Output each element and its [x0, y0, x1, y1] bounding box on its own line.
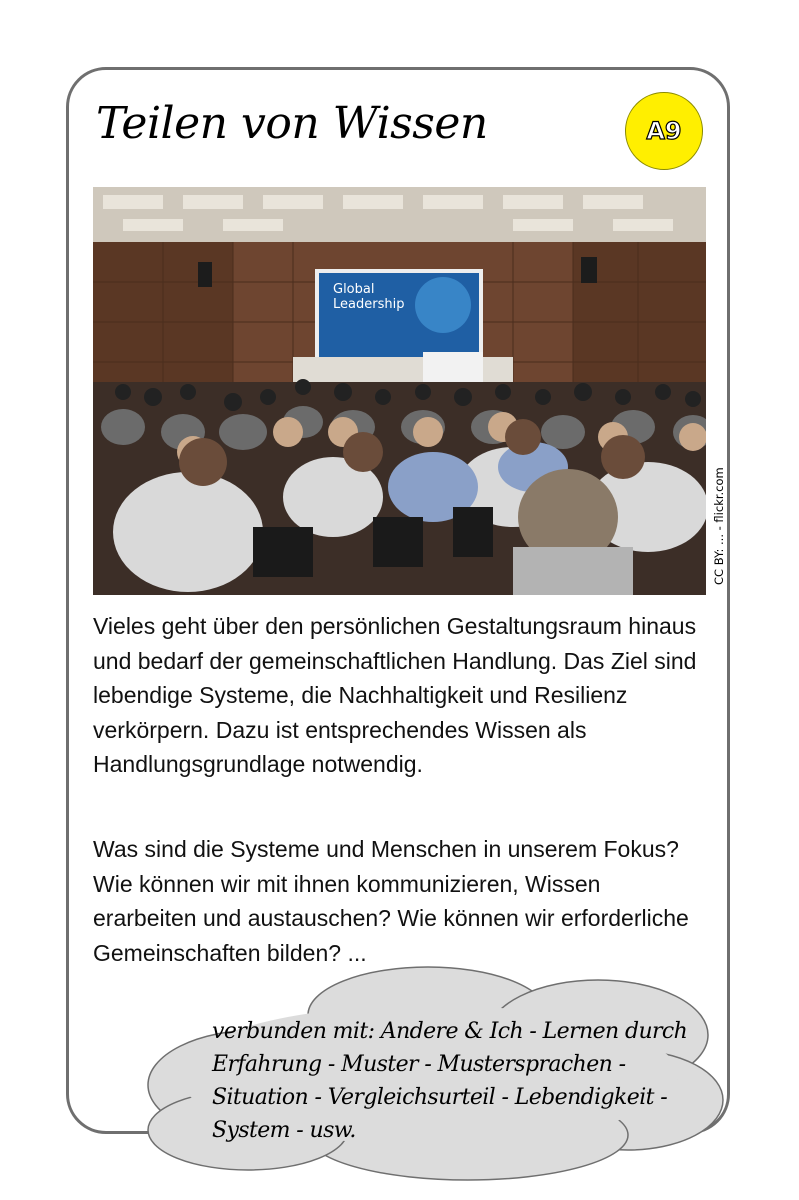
- card-badge: A9: [625, 92, 703, 170]
- photo-credit: CC BY: ... - flickr.com: [712, 467, 726, 585]
- related-topics: verbunden mit: Andere & Ich - Lernen durch Erfahrung - Muster - Mustersprachen - Situation - Vergleichsurteil - Lebendigkeit - System - usw.: [212, 1019, 688, 1143]
- conference-photo: [93, 187, 706, 595]
- conference-photo-illustration: [93, 187, 706, 595]
- body-paragraph-2: Was sind die Systeme und Menschen in unserem Fokus? Wie können wir mit ihnen kommunizieren, Wissen erarbeiten und austauschen? Wie können wir erforderliche Gemeinschaften bilden? ...: [93, 836, 689, 966]
- screen-title-line2: Leadership: [333, 297, 405, 312]
- screen-title-line1: Global: [333, 282, 375, 297]
- body-paragraph-1: Vieles geht über den persönlichen Gestaltungsraum hinaus und bedarf der gemeinschaftlichen Handlung. Das Ziel sind lebendige Systeme, die Nachhaltigkeit und Resilienz verkörpern. Dazu ist entsprechendes Wissen als Handlungsgrundlage notwendig.: [93, 613, 697, 777]
- card-title: Teilen von Wissen: [96, 98, 488, 149]
